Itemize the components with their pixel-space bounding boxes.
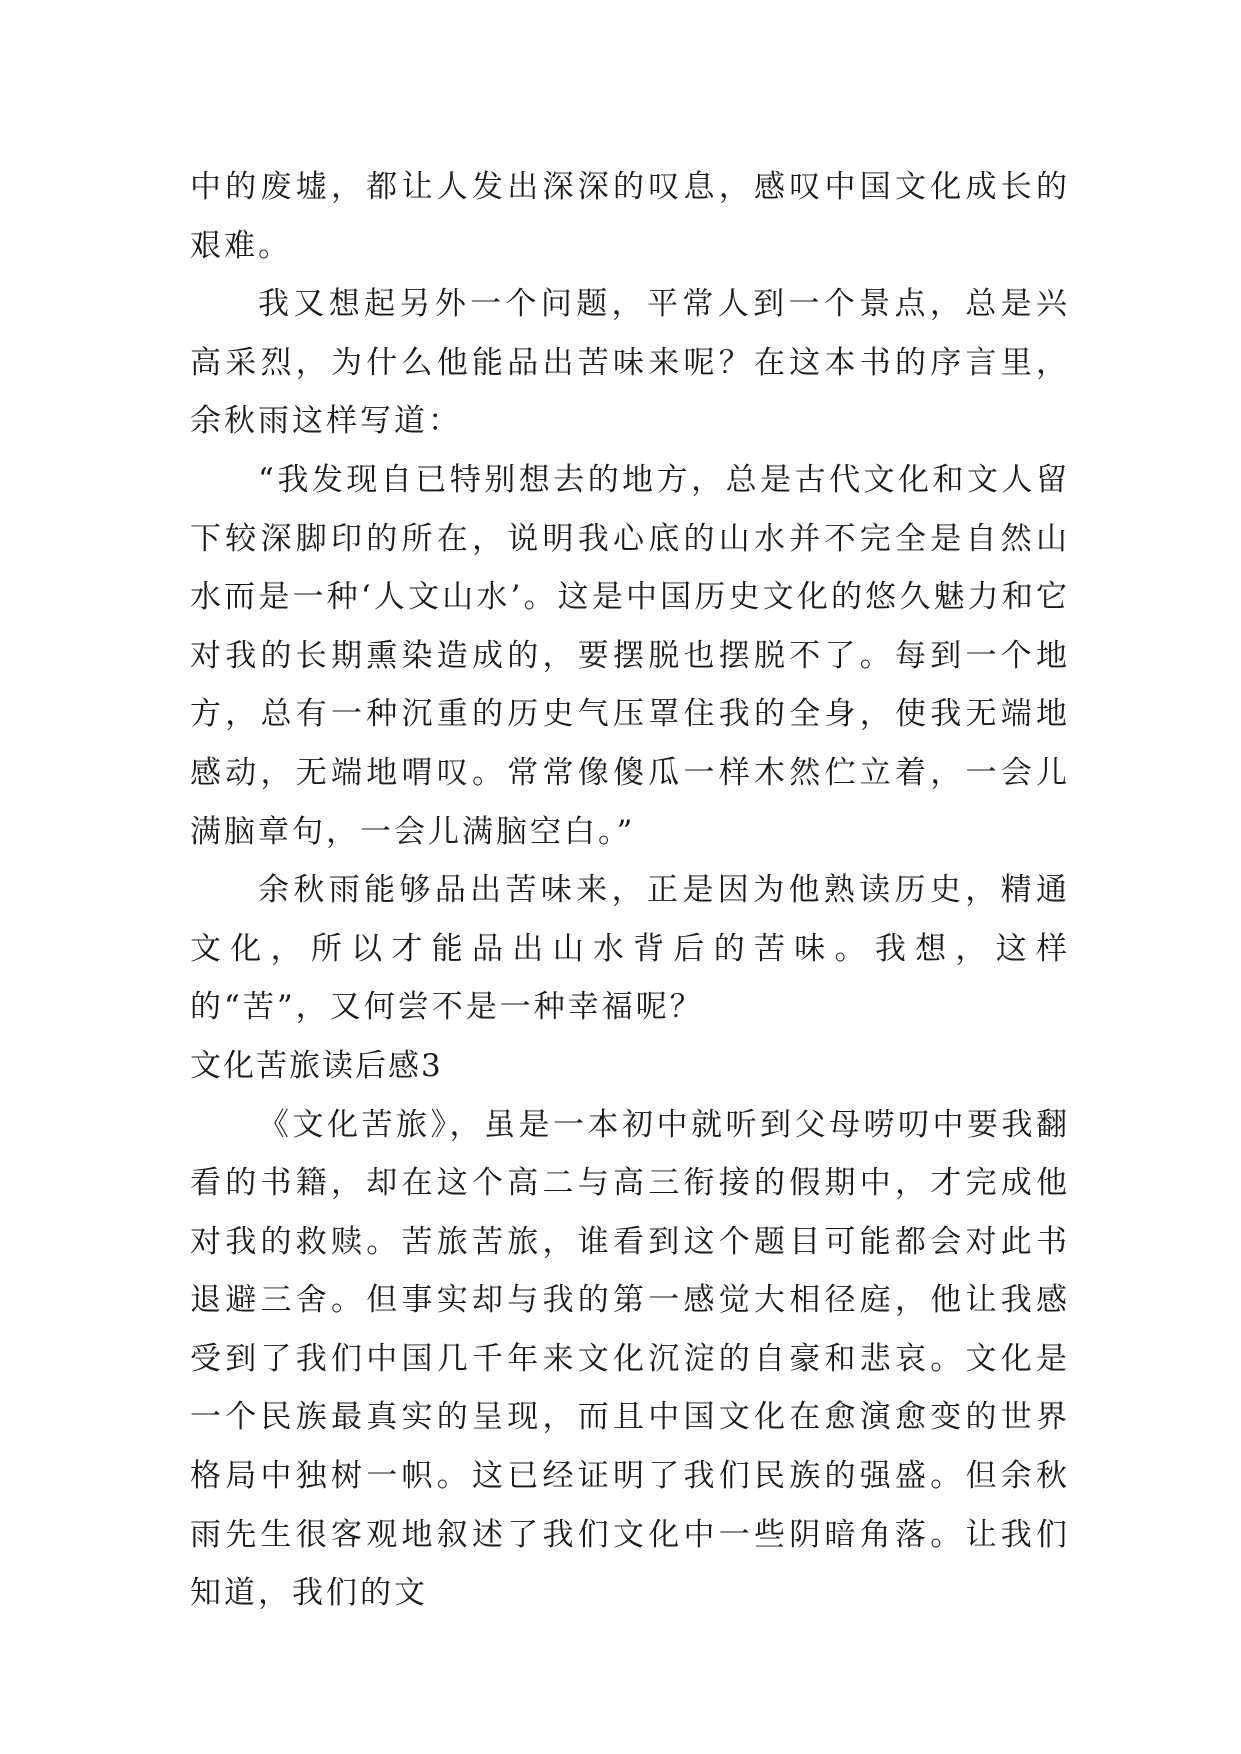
paragraph: 余秋雨能够品出苦味来，正是因为他熟读历史，精通文化，所以才能品出山水背后的苦味。我想，这样的“苦”，又何尝不是一种幸福呢？ bbox=[190, 872, 1070, 1026]
paragraph: 我又想起另外一个问题，平常人到一个景点，总是兴高采烈，为什么他能品出苦味来呢？在这本书的序言里，余秋雨这样写道： bbox=[190, 286, 1070, 440]
paragraph-continuation: 中的废墟，都让人发出深深的叹息，感叹中国文化成长的艰难。 bbox=[190, 169, 1070, 264]
paragraph: 《文化苦旅》，虽是一本初中就听到父母唠叨中要我翻看的书籍，却在这个高二与高三衔接的假期中，才完成他对我的救赎。苦旅苦旅，谁看到这个题目可能都会对此书退避三舍。但事实却与我的第一感觉大相径庭，他让我感受到了我们中国几千年来文化沉淀的自豪和悲哀。文化是一个民族最真实的呈现，而且中国文化在愈演愈变的世界格局中独树一帜。这已经证明了我们民族的强盛。但余秋雨先生很客观地叙述了我们文化中一些阴暗角落。让我们知道，我们的文 bbox=[190, 1106, 1070, 1612]
quote-paragraph: “我发现自已特别想去的地方，总是古代文化和文人留下较深脚印的所在，说明我心底的山水并不完全是自然山水而是一种‘人文山水’。这是中国历史文化的悠久魅力和它对我的长期熏染造成的，要摆脱也摆脱不了。每到一个地方，总有一种沉重的历史气压罩住我的全身，使我无端地感动，无端地喟叹。常常像傻瓜一样木然伫立着，一会儿满脑章句，一会儿满脑空白。” bbox=[190, 461, 1070, 850]
section-title: 文化苦旅读后感3 bbox=[190, 1047, 443, 1084]
document-page bbox=[190, 158, 1070, 1623]
